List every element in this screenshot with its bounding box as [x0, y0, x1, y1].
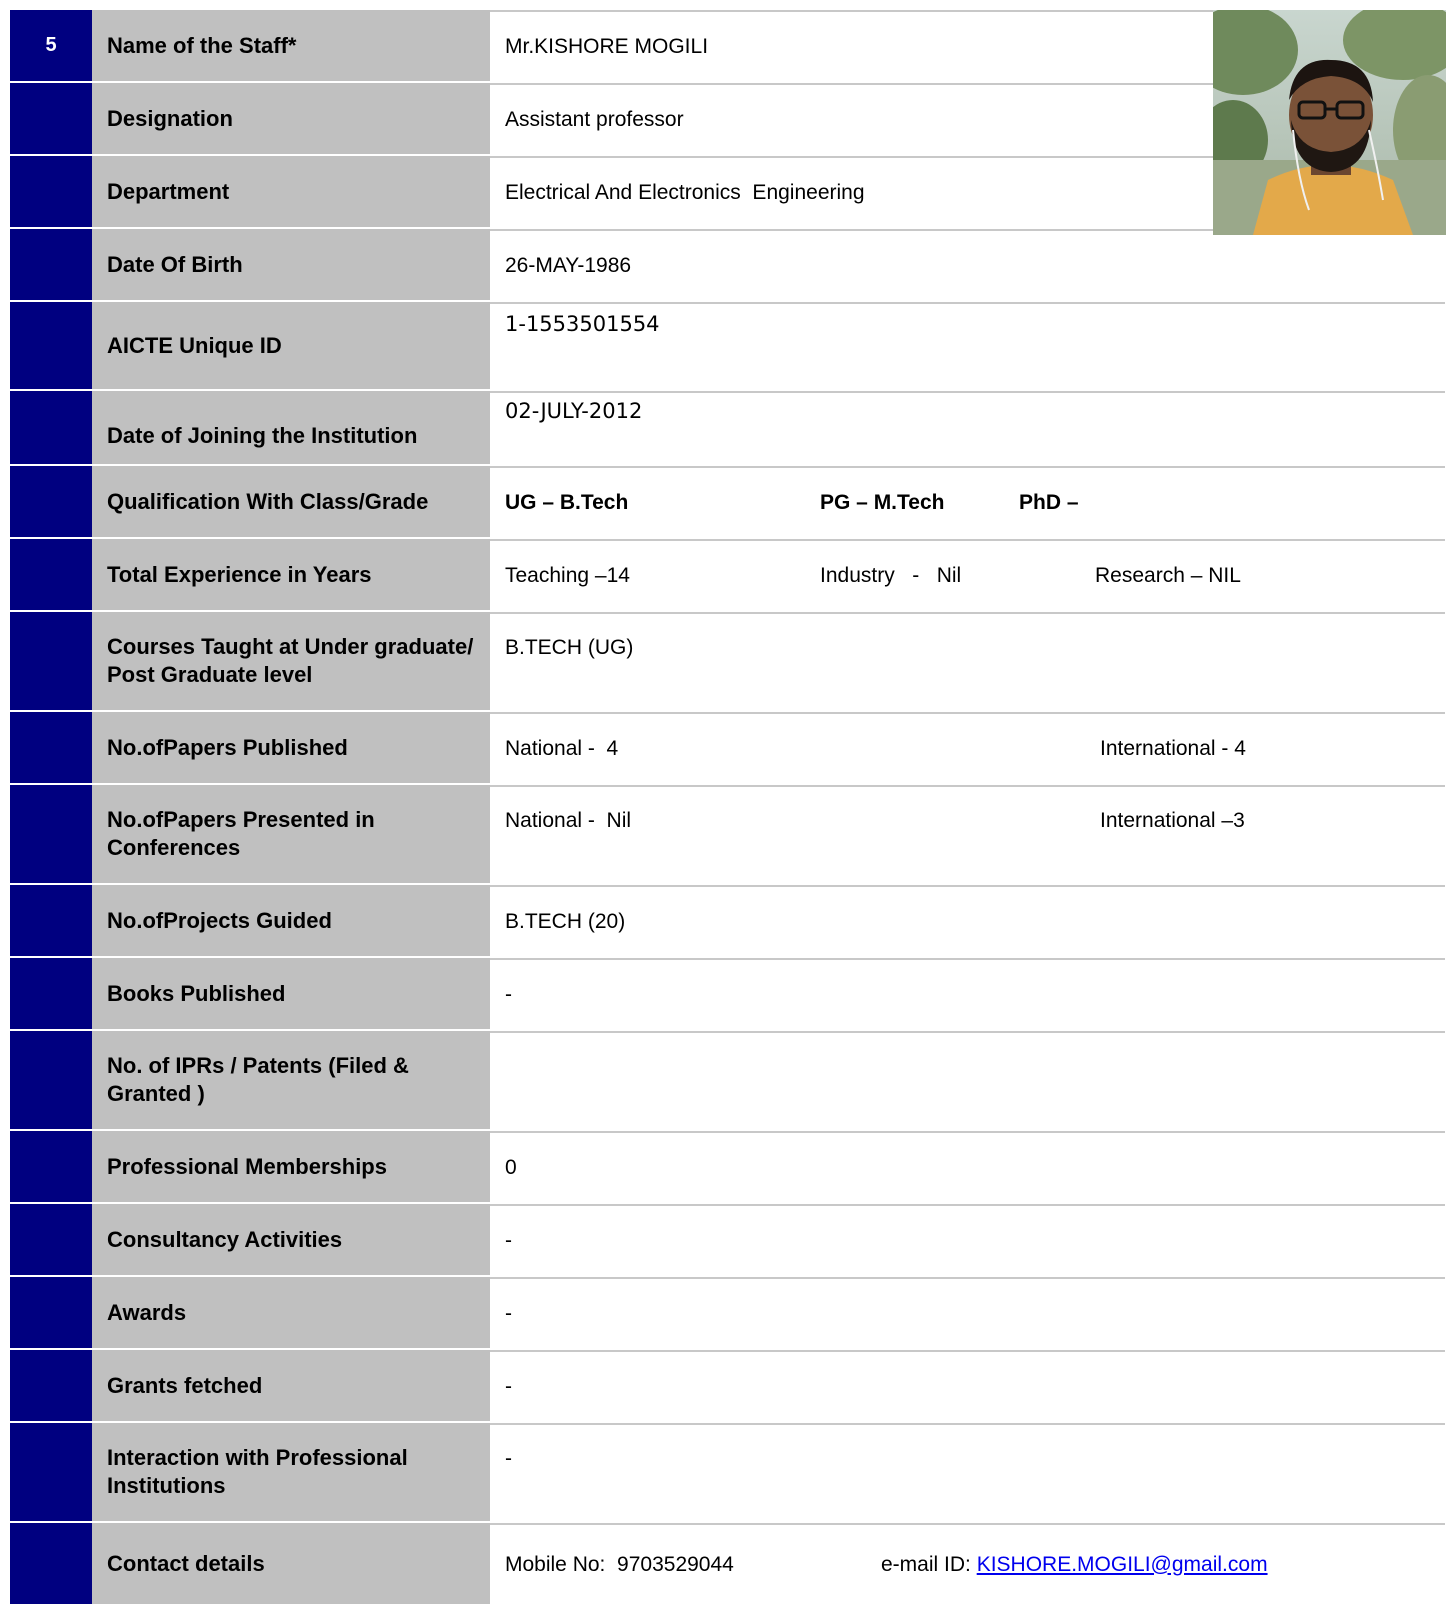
aicte-id-text: 1-1553501554 [505, 312, 660, 336]
serial-cell [10, 466, 92, 537]
serial-cell [10, 712, 92, 783]
experience-teaching: Teaching –14 [505, 563, 630, 587]
value-memberships: 0 [490, 1131, 1445, 1202]
label-qualification: Qualification With Class/Grade [92, 466, 490, 537]
value-qualification [490, 466, 1445, 537]
row-memberships [10, 1131, 1445, 1202]
email-link[interactable]: KISHORE.MOGILI@gmail.com [976, 1552, 1268, 1576]
value-contact [490, 1523, 1445, 1604]
serial-cell [10, 1350, 92, 1421]
experience-industry: Industry - Nil [820, 563, 962, 587]
label-courses: Courses Taught at Under graduate/ Post Graduate level [92, 612, 490, 710]
qualification-ug: UG – B.Tech [505, 490, 629, 514]
serial-number: 5 [10, 10, 92, 81]
serial-cell [10, 391, 92, 464]
label-designation: Designation [92, 83, 490, 154]
serial-cell [10, 302, 92, 389]
papers-published-international: International - 4 [1100, 736, 1246, 760]
serial-cell [10, 83, 92, 154]
value-name: Mr.KISHORE MOGILI [490, 10, 1445, 81]
papers-presented-national: National - Nil [505, 809, 632, 832]
label-dob: Date Of Birth [92, 229, 490, 300]
value-grants: - [490, 1350, 1445, 1421]
papers-published-national: National - 4 [505, 736, 619, 760]
label-consultancy: Consultancy Activities [92, 1204, 490, 1275]
label-experience: Total Experience in Years [92, 539, 490, 610]
serial-cell [10, 1131, 92, 1202]
serial-cell [10, 1277, 92, 1348]
row-experience [10, 539, 1445, 610]
row-awards [10, 1277, 1445, 1348]
contact-mobile: Mobile No: 9703529044 [505, 1552, 734, 1576]
row-joining [10, 391, 1445, 464]
qualification-phd: PhD – [1019, 490, 1079, 514]
serial-cell [10, 156, 92, 227]
value-papers-presented [490, 785, 1445, 883]
row-qualification [10, 466, 1445, 537]
value-projects-guided: B.TECH (20) [490, 885, 1445, 956]
contact-email [881, 1525, 1268, 1604]
serial-cell [10, 958, 92, 1029]
row-books [10, 958, 1445, 1029]
row-aicte-id [10, 302, 1445, 389]
label-books: Books Published [92, 958, 490, 1029]
serial-cell [10, 785, 92, 883]
serial-cell [10, 1523, 92, 1604]
label-aicte-id: AICTE Unique ID [92, 302, 490, 389]
value-papers-published [490, 712, 1445, 783]
joining-date-text: 02-JULY-2012 [505, 399, 643, 423]
value-consultancy: - [490, 1204, 1445, 1275]
label-joining: Date of Joining the Institution [92, 391, 490, 464]
staff-photo [1213, 10, 1446, 235]
label-papers-published: No.ofPapers Published [92, 712, 490, 783]
email-label: e-mail ID: [881, 1552, 977, 1576]
row-papers-presented [10, 785, 1445, 883]
value-aicte-id [490, 302, 1445, 389]
label-name: Name of the Staff* [92, 10, 490, 81]
value-courses: B.TECH (UG) [490, 612, 1445, 710]
label-projects-guided: No.ofProjects Guided [92, 885, 490, 956]
value-books: - [490, 958, 1445, 1029]
value-patents [490, 1031, 1445, 1129]
label-papers-presented: No.ofPapers Presented in Conferences [92, 785, 490, 883]
staff-photo-illustration [1213, 10, 1446, 235]
label-awards: Awards [92, 1277, 490, 1348]
value-experience [490, 539, 1445, 610]
value-dob: 26-MAY-1986 [490, 229, 1445, 300]
value-designation: Assistant professor [490, 83, 1445, 154]
row-projects-guided [10, 885, 1445, 956]
label-contact: Contact details [92, 1523, 490, 1604]
serial-cell [10, 1204, 92, 1275]
value-awards: - [490, 1277, 1445, 1348]
serial-cell [10, 885, 92, 956]
value-interaction: - [490, 1423, 1445, 1521]
label-memberships: Professional Memberships [92, 1131, 490, 1202]
row-courses [10, 612, 1445, 710]
label-patents: No. of IPRs / Patents (Filed & Granted ) [92, 1031, 490, 1129]
serial-cell [10, 539, 92, 610]
row-consultancy [10, 1204, 1445, 1275]
serial-cell [10, 612, 92, 710]
qualification-pg: PG – M.Tech [820, 490, 945, 514]
row-papers-published [10, 712, 1445, 783]
value-joining [490, 391, 1445, 464]
row-dob [10, 229, 1445, 300]
row-grants [10, 1350, 1445, 1421]
label-department: Department [92, 156, 490, 227]
serial-cell [10, 1423, 92, 1521]
serial-cell [10, 229, 92, 300]
label-grants: Grants fetched [92, 1350, 490, 1421]
label-interaction: Interaction with Professional Institutions [92, 1423, 490, 1521]
row-interaction [10, 1423, 1445, 1521]
row-patents [10, 1031, 1445, 1129]
value-department: Electrical And Electronics Engineering [490, 156, 1445, 227]
papers-presented-international: International –3 [1100, 809, 1245, 832]
serial-cell [10, 1031, 92, 1129]
row-contact [10, 1523, 1445, 1604]
experience-research: Research – NIL [1095, 563, 1241, 587]
